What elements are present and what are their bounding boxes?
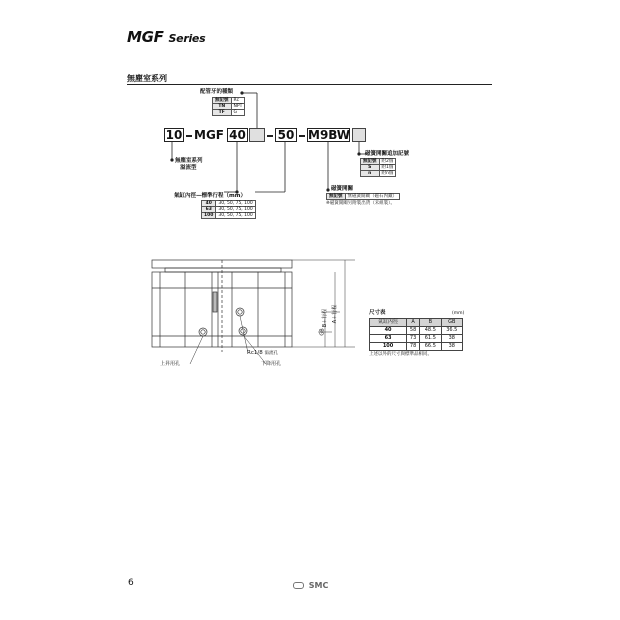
dim-cell: 73 [407,335,420,343]
page-number: 6 [128,578,134,588]
dim-cell: 36.5 [441,327,462,335]
lower-port-label: 下降用孔 [261,361,282,367]
brand-icon [293,582,304,589]
port-thread-value: G [231,110,245,116]
upper-port-label: 上昇用孔 [160,361,181,367]
stroke-values: 30, 50, 75, 100 [216,213,255,219]
dim-a: A＋行程 [332,304,339,324]
dim-b: B＋行程 [322,308,329,328]
port-thread-key: TF [213,110,232,116]
code-stroke-box: 50 [275,128,297,142]
switch-qty-value: 附n個 [379,171,396,177]
bore-key: 63 [202,207,216,213]
dim-header: GB [441,319,462,327]
dim-cell: 40 [370,327,407,335]
cleanroom-label-1: 無塵室系列 [175,158,203,164]
switch-qty-value: 附2個 [379,159,396,165]
dim-cell: 38 [441,343,462,351]
dim-cell: 58 [407,327,420,335]
port-thread-value: NPT [231,104,245,110]
switch-qty-key: S [361,165,380,171]
dim-table-note: 上述以外的尺寸與標準品相同。 [369,352,432,357]
port-thread-key: 無記號 [213,98,232,104]
switch-qty-key: n [361,171,380,177]
port-size-label [247,350,278,357]
dim-cell: 78 [407,343,420,351]
dim-header: B [420,319,441,327]
switch-qty-title: 磁簧開關追加記號 [365,151,410,157]
series-main: MGF [127,28,164,46]
bore-key: 40 [202,201,216,207]
switch-qty-value: 附1個 [379,165,396,171]
bore-stroke-table [201,200,256,219]
brand-text: SMC [308,581,329,590]
bore-key: 100 [202,213,216,219]
dim-table-unit: (mm) [452,311,465,316]
port-thread-value: Rc [231,98,245,104]
switch-qty-key: 無記號 [361,159,380,165]
switch-table [326,193,400,200]
dim-cell: 63 [370,335,407,343]
port-thread-key: TN [213,104,232,110]
dim-table-title: 尺寸表 [369,310,386,316]
section-title: 無塵室系列 [127,74,167,83]
dim-cell: 38 [441,335,462,343]
port-type: 溢流孔 [264,351,278,356]
dim-cell: 66.5 [420,343,441,351]
dim-gb: GB [319,328,326,336]
switch-qty-table [360,158,396,177]
switch-value: 無磁簧開關（磁石內藏） [345,194,400,200]
brand-logo [293,581,328,590]
bore-stroke-title: 氣缸內徑—標準行程（mm） [174,193,246,199]
code-prefix-box: 10 [165,128,183,142]
series-sub: Series [168,32,206,45]
dimension-table [369,318,463,351]
stroke-values: 30, 50, 75, 100 [216,201,255,207]
dim-header: 氣缸內徑 [370,319,407,327]
table-row [370,335,463,343]
dim-header: A [407,319,420,327]
port-thread-title: 配管牙的種類 [200,89,234,95]
cleanroom-label-2: 溢流型 [180,165,197,171]
code-switch-box: M9BW [308,128,351,142]
switch-key: 無記號 [327,194,346,200]
table-row [370,343,463,351]
code-series: MGF [194,128,224,142]
table-row [370,327,463,335]
switch-note: ※磁簧開關另附裝出貨（未組裝）。 [326,201,396,206]
code-bore-box: 40 [227,128,248,142]
dim-cell: 100 [370,343,407,351]
port-size: Rc1/8 [247,350,263,356]
stroke-values: 30, 50, 75, 100 [216,207,255,213]
switch-title: 磁簧開關 [331,186,354,192]
dim-cell: 48.5 [420,327,441,335]
dim-cell: 61.5 [420,335,441,343]
